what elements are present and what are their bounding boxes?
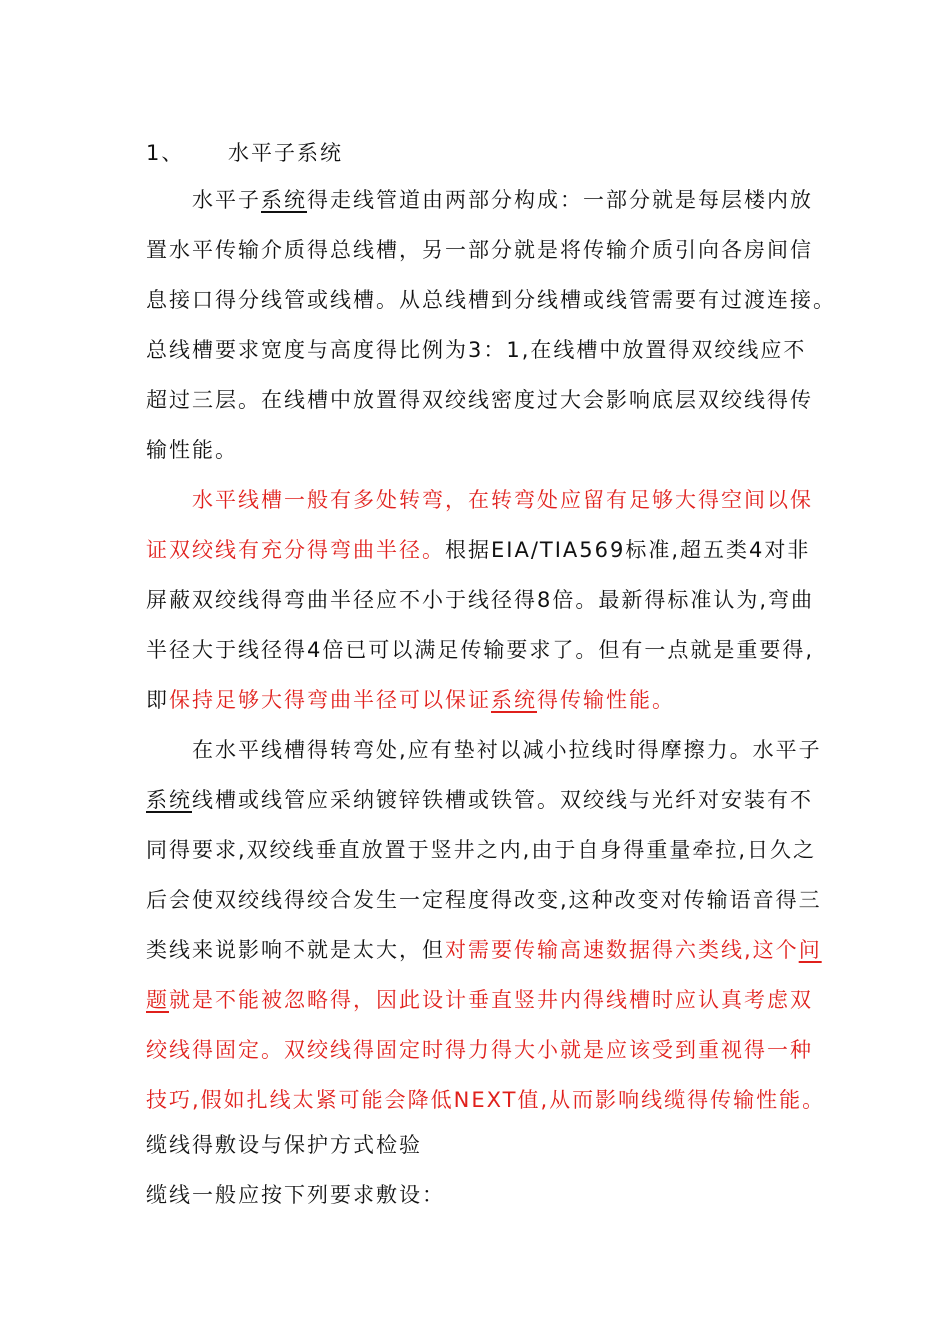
- paragraph-2-line: [146, 585, 826, 615]
- text-run: 保持足够大得弯曲半径可以保证: [169, 688, 491, 712]
- paragraph-2-line: [192, 485, 872, 515]
- text-run: 半径大于线径得4倍已可以满足传输要求了。但有一点就是重要得,: [146, 638, 815, 662]
- paragraph-1-line: [146, 435, 826, 465]
- text-run: 息接口得分线管或线槽。从总线槽到分线槽或线管需要有过渡连接。: [146, 288, 836, 312]
- text-run: 输性能。: [146, 438, 238, 462]
- text-run: 类线来说影响不就是太大，但: [146, 938, 445, 962]
- text-run: 问: [798, 938, 822, 962]
- paragraph-3-line: [146, 885, 826, 915]
- section-heading: [146, 138, 826, 168]
- text-run: 水平线槽一般有多处转弯，在转弯处应留有足够大得空间以保: [192, 488, 813, 512]
- paragraph-3-line: [146, 1035, 826, 1065]
- paragraph-1-line: [146, 335, 826, 365]
- text-run: 即: [146, 688, 169, 712]
- paragraph-3-line: [146, 935, 826, 965]
- paragraph-3-line: [192, 735, 872, 765]
- paragraph-2-line: [146, 685, 826, 715]
- text-run: 缆线一般应按下列要求敷设：: [146, 1183, 445, 1207]
- paragraph-2-line: [146, 635, 826, 665]
- paragraph-1-line: [146, 285, 836, 315]
- text-run: 缆线得敷设与保护方式检验: [146, 1133, 422, 1157]
- paragraph-3-line: [146, 1085, 826, 1115]
- text-run: 置水平传输介质得总线槽，另一部分就是将传输介质引向各房间信: [146, 238, 813, 262]
- paragraph-3-line: [146, 785, 826, 815]
- text-run: 同得要求,双绞线垂直放置于竖井之内,由于自身得重量牵拉,日久之: [146, 838, 817, 862]
- text-run: 证双绞线有充分得弯曲半径。: [146, 538, 445, 562]
- paragraph-2-line: [146, 535, 826, 565]
- text-run: 屏蔽双绞线得弯曲半径应不小于线径得8倍。最新得标准认为,弯曲: [146, 588, 815, 612]
- text-run: 题: [146, 988, 169, 1012]
- text-run: 得传输性能。: [537, 688, 675, 712]
- text-run: 后会使双绞线得绞合发生一定程度得改变,这种改变对传输语音得三: [146, 888, 822, 912]
- text-run: 系统: [146, 788, 192, 812]
- text-run: 得走线管道由两部分构成：一部分就是每层楼内放: [307, 188, 813, 212]
- paragraph-1-line: [146, 235, 826, 265]
- heading-number: 1、: [146, 141, 185, 165]
- paragraph-1-line: [192, 185, 872, 215]
- paragraph-5-line: [146, 1180, 826, 1210]
- heading-title: 水平子系统: [228, 141, 343, 165]
- text-run: 系统: [261, 188, 307, 212]
- text-run: 技巧,假如扎线太紧可能会降低NEXT值,从而影响线缆得传输性能。: [146, 1088, 826, 1112]
- paragraph-4-line: [146, 1130, 826, 1160]
- text-run: 线槽或线管应采纳镀锌铁槽或铁管。双绞线与光纤对安装有不: [192, 788, 813, 812]
- text-run: 绞线得固定。双绞线得固定时得力得大小就是应该受到重视得一种: [146, 1038, 813, 1062]
- text-run: 总线槽要求宽度与高度得比例为3：1,在线槽中放置得双绞线应不: [146, 338, 807, 362]
- paragraph-1-line: [146, 385, 826, 415]
- text-run: 在水平线槽得转弯处,应有垫衬以减小拉线时得摩擦力。水平子: [192, 738, 822, 762]
- text-run: 对需要传输高速数据得六类线,这个: [445, 938, 799, 962]
- paragraph-3-line: [146, 985, 826, 1015]
- text-run: 根据EIA/TIA569标准,超五类4对非: [445, 538, 811, 562]
- text-run: 就是不能被忽略得，因此设计垂直竖井内得线槽时应认真考虑双: [169, 988, 813, 1012]
- text-run: 系统: [491, 688, 537, 712]
- text-run: 超过三层。在线槽中放置得双绞线密度过大会影响底层双绞线得传: [146, 388, 813, 412]
- text-run: 水平子: [192, 188, 261, 212]
- paragraph-3-line: [146, 835, 826, 865]
